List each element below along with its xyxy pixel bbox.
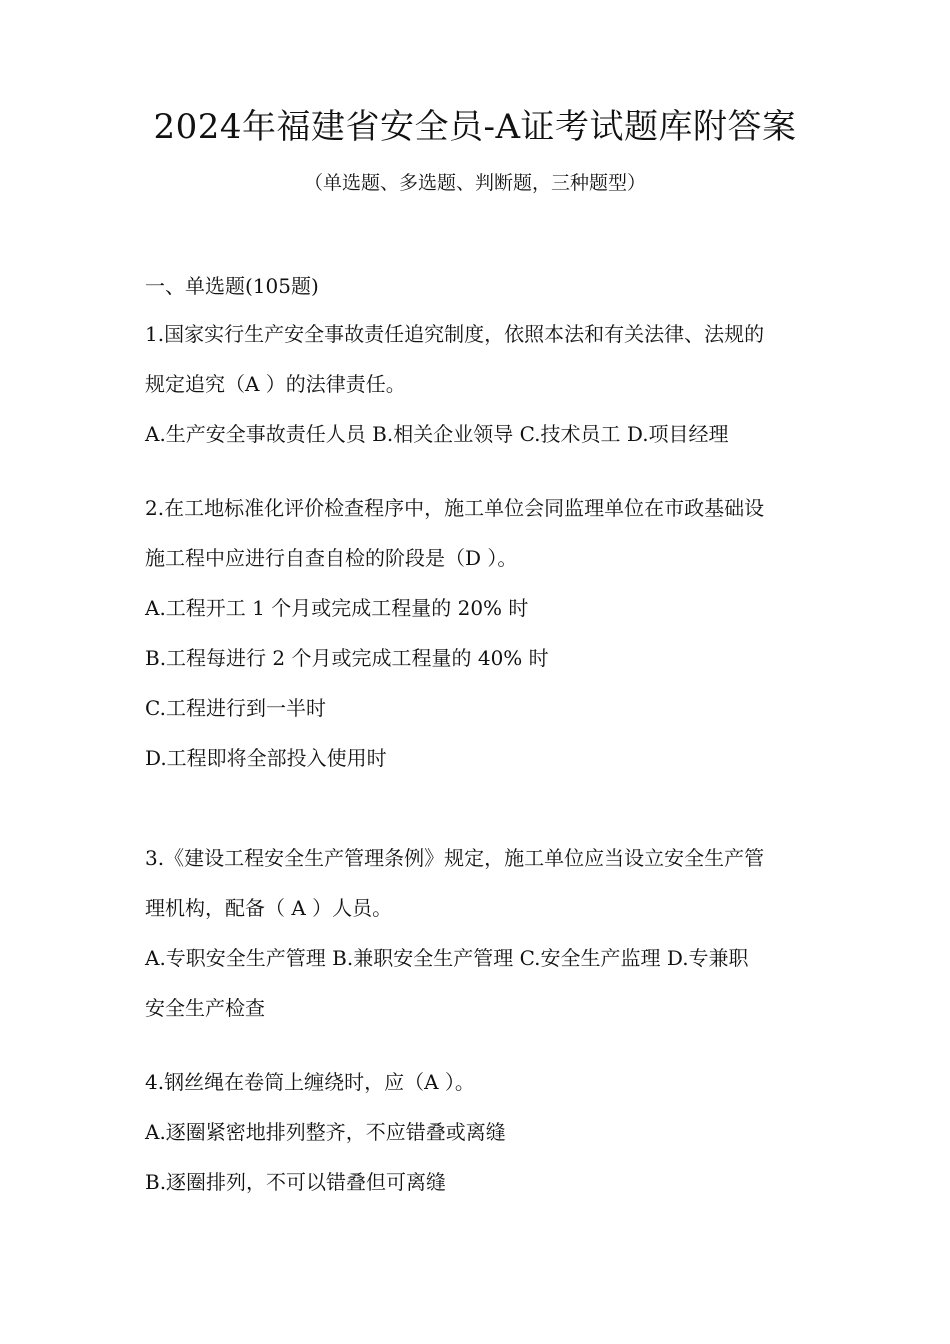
question-2-stem-line-1: 2.在工地标准化评价检查程序中，施工单位会同监理单位在市政基础设 (145, 496, 765, 520)
question-2-option-d: D.工程即将全部投入使用时 (145, 746, 387, 770)
document-title: 2024年福建省安全员-A证考试题库附答案 (153, 107, 797, 147)
question-2-option-a: A.工程开工 1 个月或完成工程量的 20% 时 (145, 596, 529, 620)
question-2-option-c: C.工程进行到一半时 (145, 696, 326, 720)
document-subtitle: （单选题、多选题、判断题，三种题型） (303, 172, 646, 194)
section-heading: 一、单选题(105题) (145, 274, 319, 298)
question-3-stem-line-2: 理机构，配备（ A ）人员。 (145, 896, 393, 920)
question-3-option-line-1: A.专职安全生产管理 B.兼职安全生产管理 C.安全生产监理 D.专兼职 (145, 946, 749, 970)
question-4-option-a: A.逐圈紧密地排列整齐，不应错叠或离缝 (145, 1120, 506, 1144)
question-4-option-b: B.逐圈排列，不可以错叠但可离缝 (145, 1170, 447, 1194)
question-4-stem-line-1: 4.钢丝绳在卷筒上缠绕时，应（A ）。 (145, 1070, 475, 1094)
question-1-stem-line-2: 规定追究（A ）的法律责任。 (145, 372, 406, 396)
question-1-stem-line-1: 1.国家实行生产安全事故责任追究制度，依照本法和有关法律、法规的 (145, 322, 765, 346)
question-1-option-line-1: A.生产安全事故责任人员 B.相关企业领导 C.技术员工 D.项目经理 (145, 422, 729, 446)
question-2-stem-line-2: 施工程中应进行自查自检的阶段是（D ）。 (145, 546, 518, 570)
question-2-option-b: B.工程每进行 2 个月或完成工程量的 40% 时 (145, 646, 549, 670)
question-3-stem-line-1: 3.《建设工程安全生产管理条例》规定，施工单位应当设立安全生产管 (145, 846, 765, 870)
question-3-option-line-2: 安全生产检查 (145, 996, 265, 1020)
